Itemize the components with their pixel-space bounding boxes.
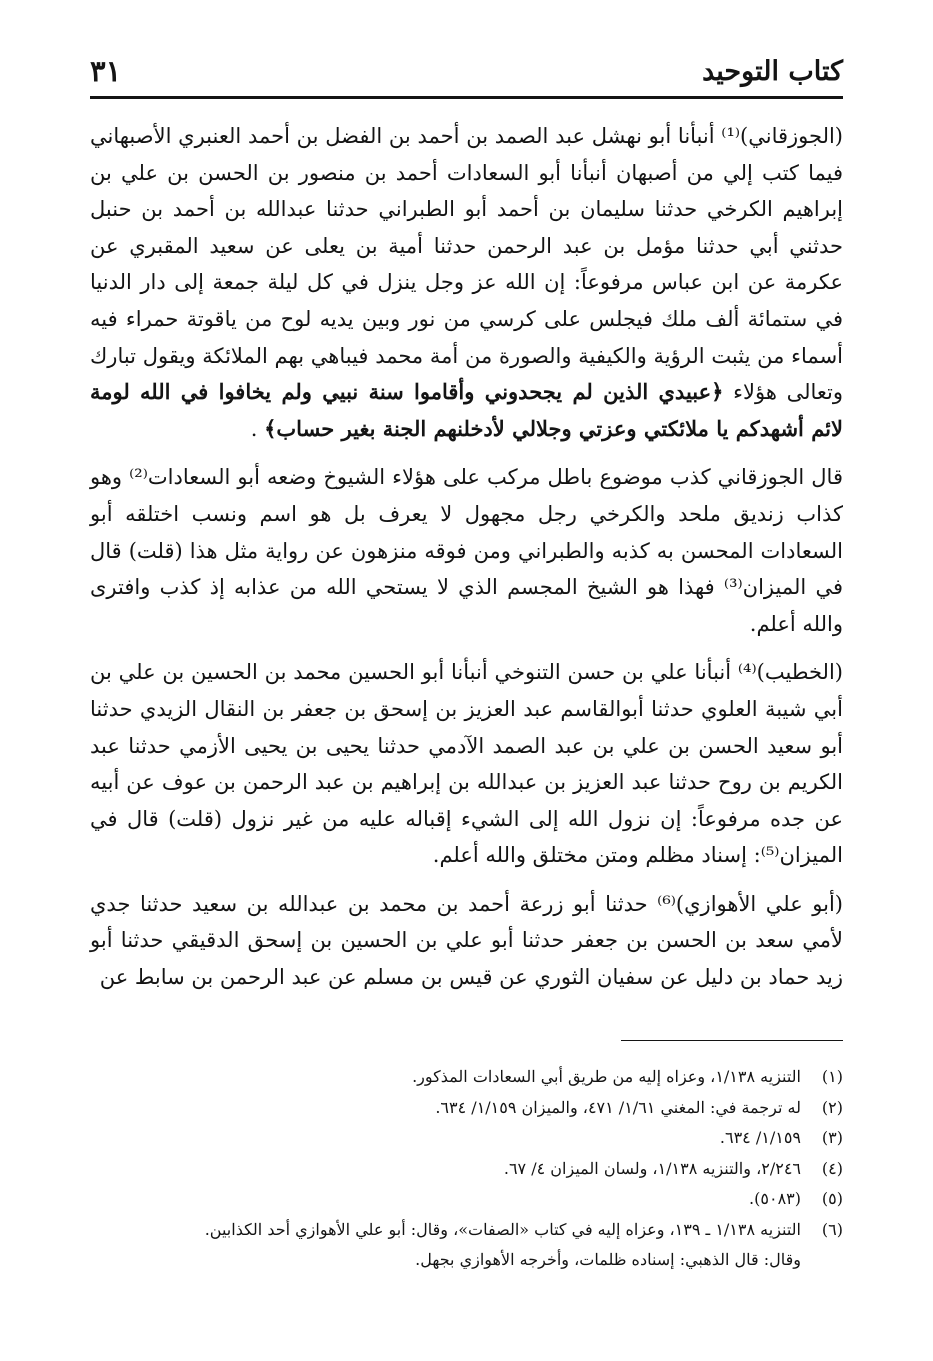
footnote-text: له ترجمة في: المغني ١/٦١/ ٤٧١، والميزان ١/١٥٩/ ٦٣٤.	[435, 1097, 801, 1117]
footnote-text: التنزيه ١/١٣٨، وعزاه إليه من طريق أبي السعادات المذكور.	[412, 1067, 801, 1086]
footnote-number: (٢)	[821, 1097, 843, 1117]
page-number: ٣١	[90, 54, 122, 88]
paragraph-jawzaqani-verdict	[90, 459, 843, 642]
paragraph-ahwazi-hadith	[90, 886, 843, 996]
paragraph-khatib-hadith	[90, 654, 843, 874]
main-text	[90, 118, 843, 1008]
paragraph-text: (أبو علي الأهوازي)⁽⁶⁾ حدثنا أبو زرعة أحمد بن محمد بن عبدالله بن سعيد حدثنا جدي لأمي سعد بن الحسن بن جعفر حدثنا أبو علي بن الحسين بن إسحق الدقيقي حدثنا أبو زيد حماد بن دليل عن سفيان الثوري عن قيس بن مسلم عن عبد الرحمن بن سابط عن	[90, 891, 843, 990]
footnote	[90, 1215, 843, 1246]
page-header	[90, 52, 843, 99]
footnote-number: (٦)	[821, 1219, 843, 1239]
footnote-separator	[621, 1040, 843, 1041]
footnote-number: (٣)	[821, 1128, 843, 1147]
paragraph-text: (الخطيب)⁽⁴⁾ أنبأنا علي بن حسن التنوخي أنبأنا أبو الحسين محمد بن الحسين بن علي بن أبي شيبة العلوي حدثنا أبوالقاسم عبد العزيز بن إسحق بن جعفر بن النقال الزيدي حدثنا أبو سعيد الحسن بن علي بن عبد الصمد الآدمي حدثنا يحيى بن يحيى الأزمي حدثنا عبد الكريم بن روح حدثنا عبد العزيز بن عبدالله بن إبراهيم بن عبد الرحمن بن عوف عن أبيه عن جده مرفوعاً: إن نزول الله إلى الشيء إقباله عليه من غير نزول (قلت) قال في الميزان⁽⁵⁾: إسناد مظلم ومتن مختلق والله أعلم.	[90, 660, 843, 868]
footnote-number: (٤)	[821, 1158, 843, 1178]
hadith-quote: ﴿عبيدي الذين لم يجحدوني وأقاموا سنة نبيي ولم يخافوا في الله لومة لائم أشهدكم يا ملائكتي وعزتي وجلالي لأدخلنهم الجنة بغير حساب﴾	[90, 379, 843, 441]
footnote-text: التنزيه ١/١٣٨ ـ ١٣٩، وعزاه إليه في كتاب «الصفات»، وقال: أبو علي الأهوازي أحد الكذابين.	[204, 1219, 801, 1239]
footnote-text: ١/١٥٩/ ٦٣٤.	[719, 1128, 801, 1147]
book-title: كتاب التوحيد	[702, 56, 843, 87]
footnote-text: ٢/٢٤٦، والتنزيه ١/١٣٨، ولسان الميزان ٤/ ٦٧.	[503, 1158, 801, 1178]
footnote	[90, 1062, 843, 1093]
footnote-text: (٥٠٨٣).	[749, 1189, 801, 1208]
paragraph-text: قال الجوزقاني كذب موضوع باطل مركب على هؤلاء الشيوخ وضعه أبو السعادات⁽²⁾ وهو كذاب زنديق ملحد والكرخي رجل مجهول لا يعرف بل هو اسم ونسب اختلقه أبو السعادات المحسن به كذبه والطبراني ومن فوقه منزهون عن رواية مثل هذا (قلت) قال في الميزان⁽³⁾ فهذا هو الشيخ المجسم الذي لا يستحي الله من عذابه إذ كذب وافترى والله أعلم.	[90, 465, 843, 636]
footnote	[90, 1154, 843, 1185]
footnote-number: (١)	[821, 1067, 843, 1086]
footnote	[90, 1093, 843, 1124]
paragraph-tail: .	[250, 416, 265, 441]
footnote-continuation: وقال: قال الذهبي: إسناده ظلمات، وأخرجه الأهوازي بجهل.	[415, 1250, 801, 1269]
footnotes	[90, 1062, 843, 1276]
footnote-number: (٥)	[821, 1189, 843, 1208]
paragraph-jawzaqani-hadith	[90, 118, 843, 447]
paragraph-text: (الجوزقاني)⁽¹⁾ أنبأنا أبو نهشل عبد الصمد بن أحمد بن الفضل بن أحمد العنبري الأصبهاني فيما كتب إلي من أصبهان أنبأنا أبو السعادات أحمد بن منصور بن الحسن بن علي بن إبراهيم الكرخي حدثنا سليمان بن أحمد أبو الطبراني حدثنا عبدالله بن أحمد بن حنبل حدثني أبي حدثنا مؤمل بن عبد الرحمن حدثنا أمية بن يعلى عن سعيد المقبري عن عكرمة عن ابن عباس مرفوعاً: إن الله عز وجل ينزل في كل ليلة جمعة إلى دار الدنيا في ستمائة ألف ملك فيجلس على كرسي من نور وبين يديه لوح من ياقوتة حمراء فيه أسماء من يثبت الرؤية والكيفية والصورة من أمة محمد فيباهي بهم الملائكة ويقول تبارك وتعالى هؤلاء	[90, 124, 843, 405]
footnote	[90, 1123, 843, 1154]
footnote	[90, 1184, 843, 1215]
